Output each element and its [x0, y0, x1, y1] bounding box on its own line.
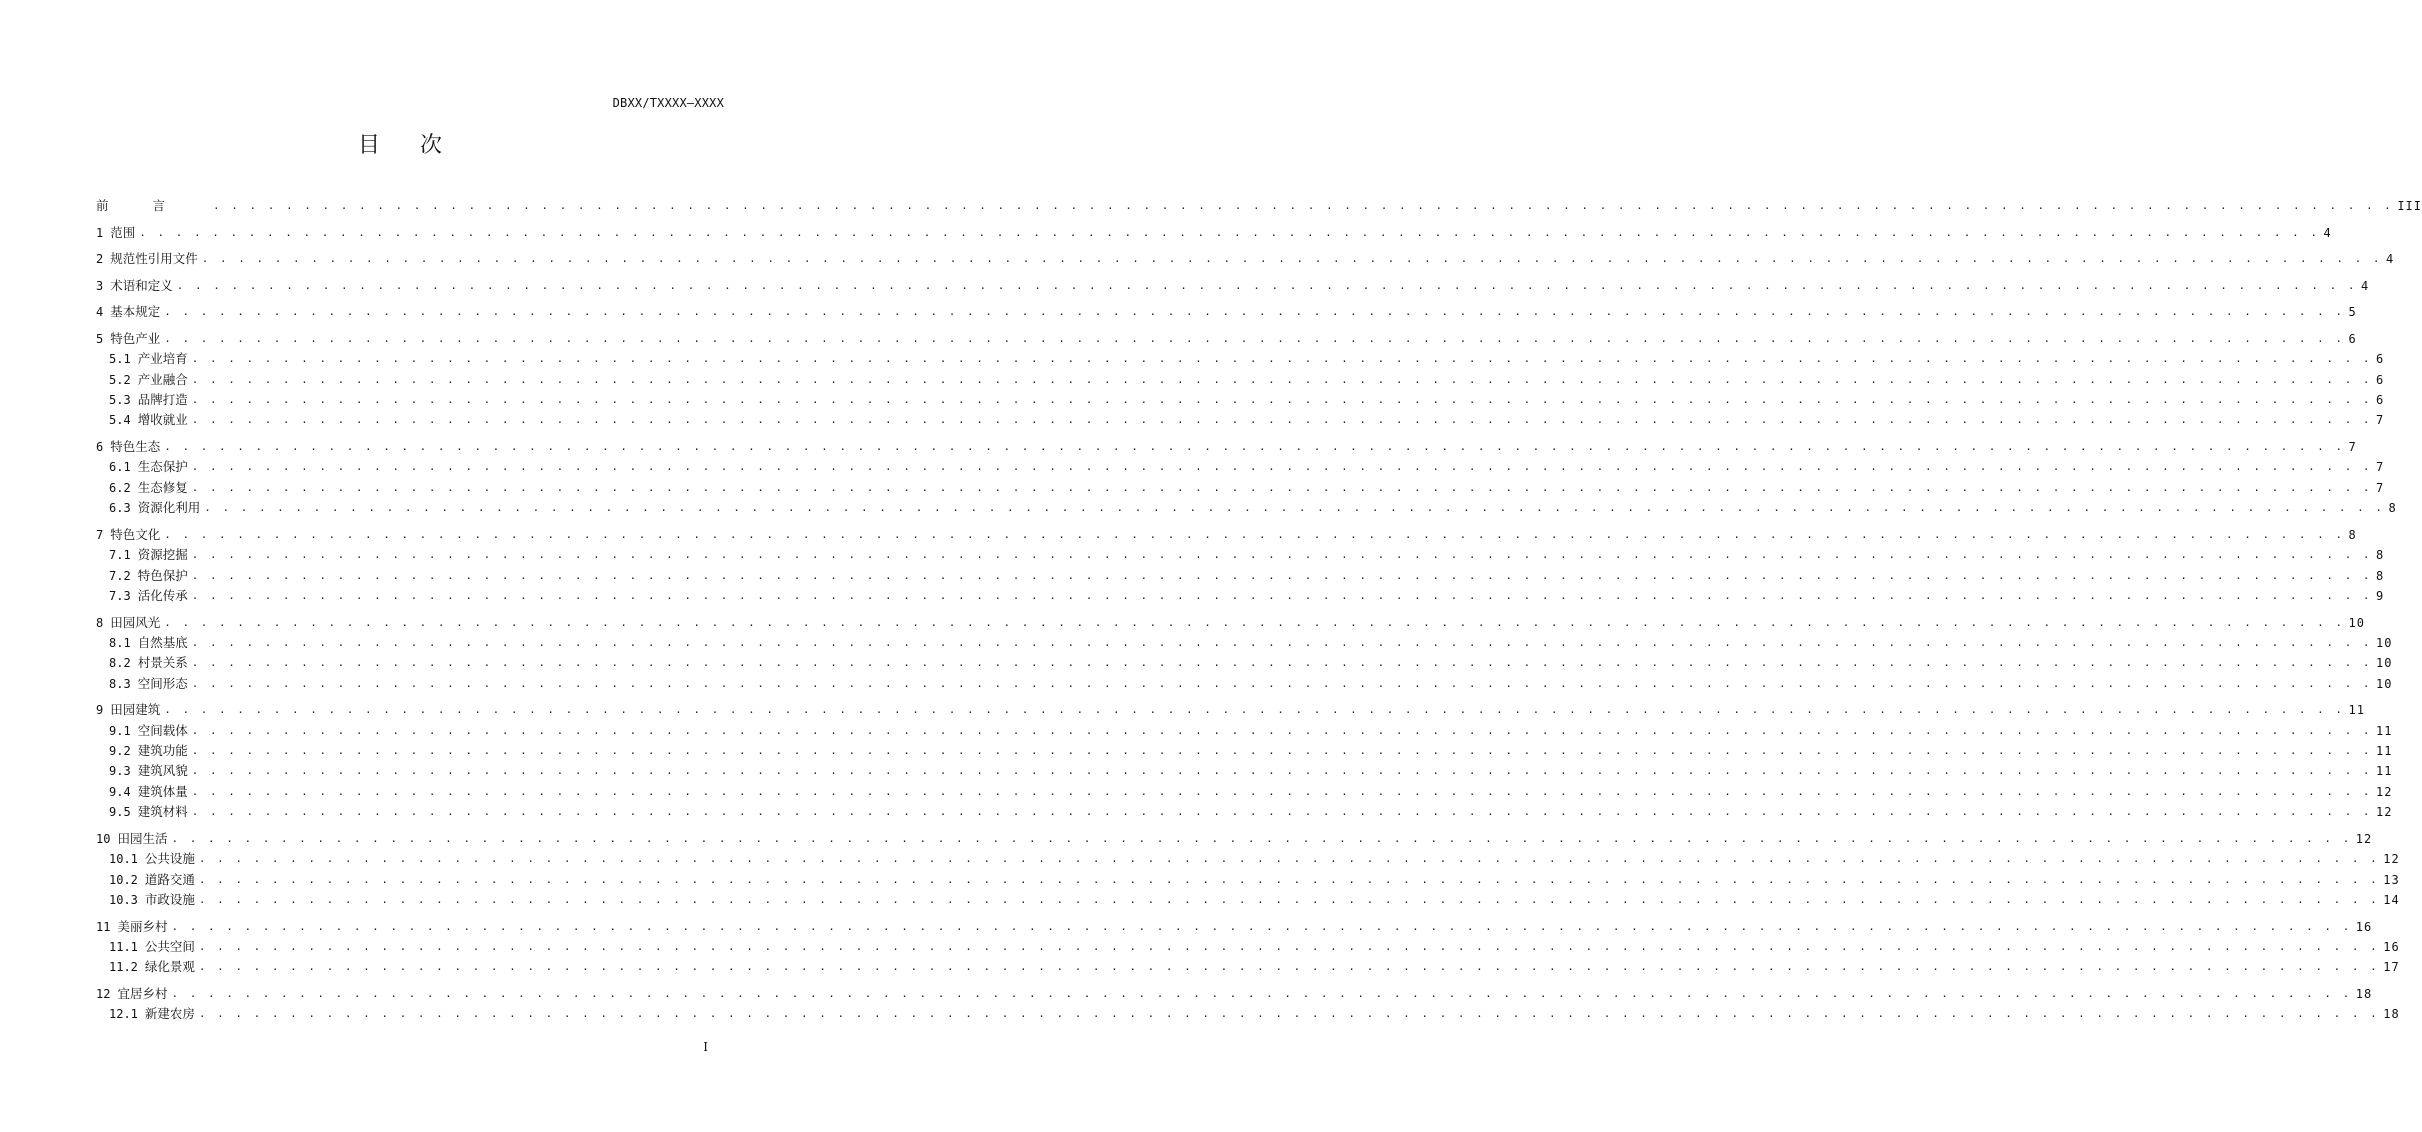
dot-leader: . . . . . . . . . . . . . . . . . . . . . . . . . . . . . . . . . . . . . . . . . . . . . . . . . . . . . . . . . . . . . . . . . . . . . . . . . . . . . . . . . . . . . . . . . . . . . . . . . . . . . . . . . . . . . . . . . . . . . . . .	[191, 635, 2372, 649]
toc-entry-label: 公共设施	[144, 851, 195, 867]
toc-entry-label: 特色文化	[110, 526, 161, 542]
toc-entry-page: 4	[2361, 278, 2370, 293]
dot-leader: . . . . . . . . . . . . . . . . . . . . . . . . . . . . . . . . . . . . . . . . . . . . . . . . . . . . . . . . . . . . . . . . . . . . . . . . . . . . . . . . . . . . . . . . . . . . . . . . . . . . . . . . . . . . . . . . . . . . . . . .	[191, 372, 2372, 386]
toc-entry-label: 建筑材料	[137, 804, 188, 820]
toc-entry-number: 7	[96, 527, 104, 542]
toc-entry-page: 10	[2376, 676, 2393, 691]
dot-leader: . . . . . . . . . . . . . . . . . . . . . . . . . . . . . . . . . . . . . . . . . . . . . . . . . . . . . . . . . . . . . . . . . . . . . . . . . . . . . . . . . . . . . . . . . . . . . . . . . . . . . . . . . . . . . . . . . . . . . . . .	[198, 872, 2380, 886]
toc-entry-page: 18	[2355, 986, 2373, 1001]
toc-entry[interactable]	[96, 525, 2357, 545]
toc-entry-page: 9	[2376, 588, 2385, 603]
toc-entry[interactable]	[96, 741, 2393, 761]
dot-leader: . . . . . . . . . . . . . . . . . . . . . . . . . . . . . . . . . . . . . . . . . . . . . . . . . . . . . . . . . . . . . . . . . . . . . . . . . . . . . . . . . . . . . . . . . . . . . . . . . . . . . . . . . . . . . . . . . . . . . . . .	[191, 568, 2372, 582]
toc-entry-number: 7.2	[109, 568, 131, 583]
toc-entry-page: 12	[2376, 784, 2393, 799]
dot-leader: . . . . . . . . . . . . . . . . . . . . . . . . . . . . . . . . . . . . . . . . . . . . . . . . . . . . . . . . . . . . . . . . . . . . . . . . . . . . . . . . . . . . . . . . . . . . . . . . . . . . . . . . . . . . . . . . . . . . . . . .	[191, 588, 2372, 602]
toc-entry-page: 7	[2348, 440, 2357, 455]
toc-entry-number: 12.1	[109, 1007, 138, 1022]
toc-entry-number: 9.2	[109, 744, 131, 759]
toc-entry-page: 12	[2376, 805, 2393, 820]
toc-entry-number: 10	[96, 831, 111, 846]
toc-entry-label: 建筑体量	[137, 783, 188, 799]
toc-entry-label: 村景关系	[137, 655, 188, 671]
toc-entry[interactable]	[96, 586, 2385, 606]
toc-entry-page: 6	[2376, 372, 2385, 387]
toc-entry-label: 建筑功能	[137, 743, 188, 759]
toc-entry-page: 6	[2376, 352, 2385, 367]
dot-leader: . . . . . . . . . . . . . . . . . . . . . . . . . . . . . . . . . . . . . . . . . . . . . . . . . . . . . . . . . . . . . . . . . . . . . . . . . . . . . . . . . . . . . . . . . . . . . . . . . . . . . . . . . . . . . . . . . . . . . . . .	[198, 960, 2380, 974]
toc-entry[interactable]	[96, 566, 2385, 586]
dot-leader: . . . . . . . . . . . . . . . . . . . . . . . . . . . . . . . . . . . . . . . . . . . . . . . . . . . . . . . . . . . . . . . . . . . . . . . . . . . . . . . . . . . . . . . . . . . . . . . . . . . . . . . . . . . . . . . . . . . . . . . .	[191, 676, 2372, 690]
toc-entry-number: 12	[96, 986, 111, 1001]
toc-entry-page: 8	[2388, 501, 2397, 516]
toc-entry-number: 9	[96, 703, 104, 718]
toc-entry-number: 10.2	[109, 872, 138, 887]
toc-entry[interactable]	[96, 1004, 2400, 1024]
toc-entry-number: 4	[96, 305, 104, 320]
dot-leader: . . . . . . . . . . . . . . . . . . . . . . . . . . . . . . . . . . . . . . . . . . . . . . . . . . . . . . . . . . . . . . . . . . . . . . . . . . . . . . . . . . . . . . . . . . . . . . . . . . . . . . . . . . . . . . . . . . . . . . . .	[164, 331, 2345, 345]
toc-entry-page: 6	[2348, 331, 2357, 346]
dot-leader: . . . . . . . . . . . . . . . . . . . . . . . . . . . . . . . . . . . . . . . . . . . . . . . . . . . . . . . . . . . . . . . . . . . . . . . . . . . . . . . . . . . . . . . . . . . . . . . . . . . . . . . . . . . . . . . . . . . . . . . .	[191, 352, 2372, 366]
toc-entry-page: 17	[2383, 960, 2400, 975]
page-number: I	[703, 1040, 708, 1054]
toc-entry-label: 绿化景观	[144, 959, 195, 975]
toc-entry-number: 9.5	[109, 805, 131, 820]
dot-leader: . . . . . . . . . . . . . . . . . . . . . . . . . . . . . . . . . . . . . . . . . . . . . . . . . . . . . . . . . . . . . . . . . . . . . . . . . . . . . . . . . . . . . . . . . . . . . . . . . . . . . . . . . . . . . . . . . . . . . . . .	[191, 805, 2372, 819]
toc-entry-number: 11	[96, 919, 111, 934]
toc-entry[interactable]	[96, 370, 2385, 390]
toc-entry-label: 自然基底	[137, 634, 188, 650]
dot-leader: . . . . . . . . . . . . . . . . . . . . . . . . . . . . . . . . . . . . . . . . . . . . . . . . . . . . . . . . . . . . . . . . . . . . . . . . . . . . . . . . . . . . . . . . . . . . . . . . . . . . . . . . . . . . . . . . . . . . . . . .	[198, 852, 2380, 866]
toc-entry[interactable]	[96, 390, 2385, 410]
toc-entry-page: 4	[2323, 225, 2332, 240]
toc-entry-label: 宜居乡村	[117, 985, 168, 1001]
toc-entry-page: 14	[2383, 892, 2400, 907]
toc-entry-label: 规范性引用文件	[110, 251, 198, 267]
dot-leader: . . . . . . . . . . . . . . . . . . . . . . . . . . . . . . . . . . . . . . . . . . . . . . . . . . . . . . . . . . . . . . . . . . . . . . . . . . . . . . . . . . . . . . . . . . . . . . . . . . . . . . . . . . . . . . . . . . . . . . . .	[164, 703, 2345, 717]
toc-entry-number: 7.1	[109, 548, 131, 563]
toc-entry-page: 8	[2376, 568, 2385, 583]
toc-entry[interactable]	[96, 613, 2365, 633]
toc-entry-number: 6	[96, 440, 104, 455]
toc-entry-page: 16	[2383, 939, 2400, 954]
toc-entry-page: 12	[2383, 852, 2400, 867]
toc-entry-label: 活化传承	[137, 587, 188, 603]
toc-entry[interactable]	[96, 917, 2373, 937]
toc-entry-label: 特色保护	[137, 567, 188, 583]
toc-entry[interactable]	[96, 890, 2400, 910]
dot-leader: . . . . . . . . . . . . . . . . . . . . . . . . . . . . . . . . . . . . . . . . . . . . . . . . . . . . . . . . . . . . . . . . . . . . . . . . . . . . . . . . . . . . . . . . . . . . . . . . . . . . . . . . . . . . . . . . . . . . . . . .	[176, 278, 2358, 292]
dot-leader: . . . . . . . . . . . . . . . . . . . . . . . . . . . . . . . . . . . . . . . . . . . . . . . . . . . . . . . . . . . . . . . . . . . . . . . . . . . . . . . . . . . . . . . . . . . . . . . . . . . . . . . . . . . . . . . . . . . . . . . .	[171, 831, 2352, 845]
toc-entry-page: 5	[2348, 305, 2357, 320]
dot-leader: . . . . . . . . . . . . . . . . . . . . . . . . . . . . . . . . . . . . . . . . . . . . . . . . . . . . . . . . . . . . . . . . . . . . . . . . . . . . . . . . . . . . . . . . . . . . . . . . . . . . . . . . . . . . . . . . . . . . . . . .	[191, 393, 2372, 407]
toc-entry-number: 5.1	[109, 352, 131, 367]
toc-entry-number: 2	[96, 252, 104, 267]
toc-entry-number: 5	[96, 331, 104, 346]
toc-entry-page: 16	[2355, 919, 2373, 934]
toc-entry-page: 10	[2348, 615, 2365, 630]
toc-entry-page: 11	[2348, 703, 2365, 718]
toc-entry-number: 5.2	[109, 372, 131, 387]
toc-entry-page: 7	[2376, 460, 2385, 475]
dot-leader: . . . . . . . . . . . . . . . . . . . . . . . . . . . . . . . . . . . . . . . . . . . . . . . . . . . . . . . . . . . . . . . . . . . . . . . . . . . . . . . . . . . . . . . . . . . . . . . . . . . . . . . . . . . . . . . . . . . . . . . .	[191, 744, 2372, 758]
toc-entry-page: 7	[2376, 413, 2385, 428]
toc-entry-page: 10	[2376, 635, 2393, 650]
toc-entry-number: 8.2	[109, 656, 131, 671]
toc-entry-number: 11.1	[109, 939, 138, 954]
toc-entry[interactable]	[96, 721, 2393, 741]
toc-entry-number: 8.1	[109, 635, 131, 650]
toc-entry-number: 9.3	[109, 764, 131, 779]
toc-entry[interactable]	[96, 478, 2385, 498]
toc-entry-number: 3	[96, 278, 104, 293]
dot-leader: . . . . . . . . . . . . . . . . . . . . . . . . . . . . . . . . . . . . . . . . . . . . . . . . . . . . . . . . . . . . . . . . . . . . . . . . . . . . . . . . . . . . . . . . . . . . . . . . . . . . . . . . . . . . . . . . . . . . . . . .	[191, 460, 2372, 474]
dot-leader: . . . . . . . . . . . . . . . . . . . . . . . . . . . . . . . . . . . . . . . . . . . . . . . . . . . . . . . . . . . . . . . . . . . . . . . . . . . . . . . . . . . . . . . . . . . . . . . . . . . . . . . . . . . . . . . . . . . . . . . .	[191, 764, 2372, 778]
toc-entry-label: 前言	[96, 198, 210, 213]
dot-leader: . . . . . . . . . . . . . . . . . . . . . . . . . . . . . . . . . . . . . . . . . . . . . . . . . . . . . . . . . . . . . . . . . . . . . . . . . . . . . . . . . . . . . . . . . . . . . . . . . . . . . . . . . . . . . . . . . . . . . . . .	[191, 480, 2372, 494]
toc-entry-label: 特色产业	[110, 330, 161, 346]
toc-entry-page: 6	[2376, 393, 2385, 408]
toc-entry-label: 市政设施	[144, 891, 195, 907]
toc-entry-number: 9.4	[109, 784, 131, 799]
toc-entry-label: 建筑风貌	[137, 763, 188, 779]
toc-entry[interactable]	[96, 223, 2332, 243]
dot-leader: . . . . . . . . . . . . . . . . . . . . . . . . . . . . . . . . . . . . . . . . . . . . . . . . . . . . . . . . . . . . . . . . . . . . . . . . . . . . . . . . . . . . . . . . . . . . . . . . . . . . . . . . . . . . . . . . . . . . . . . .	[191, 548, 2372, 562]
toc-entry[interactable]	[96, 802, 2393, 822]
dot-leader: . . . . . . . . . . . . . . . . . . . . . . . . . . . . . . . . . . . . . . . . . . . . . . . . . . . . . . . . . . . . . . . . . . . . . . . . . . . . . . . . . . . . . . . . . . . . . . . . . . . . . . . . . . . . . . . . . . . . . . . .	[213, 199, 2394, 212]
toc-entry-label: 术语和定义	[110, 277, 173, 293]
toc-entry-page: 4	[2386, 252, 2395, 267]
toc-entry[interactable]	[96, 700, 2365, 720]
toc-entry[interactable]	[96, 957, 2400, 977]
dot-leader: . . . . . . . . . . . . . . . . . . . . . . . . . . . . . . . . . . . . . . . . . . . . . . . . . . . . . . . . . . . . . . . . . . . . . . . . . . . . . . . . . . . . . . . . . . . . . . . . . . . . . . . . . . . . . . . . . . . . . . . .	[139, 225, 2320, 239]
toc-entry[interactable]	[96, 329, 2357, 349]
toc-entry[interactable]	[96, 937, 2400, 957]
toc-entry[interactable]	[96, 457, 2385, 477]
toc-entry-label: 公共空间	[144, 938, 195, 954]
toc-entry-label: 范围	[110, 224, 136, 240]
toc-entry-page: 12	[2355, 831, 2373, 846]
toc-entry-number: 10.1	[109, 852, 138, 867]
toc-entry-page: 13	[2383, 872, 2400, 887]
toc-entry-number: 6.3	[109, 501, 131, 516]
toc-entry-number: 8	[96, 615, 104, 630]
toc-entry-label: 空间形态	[137, 675, 188, 691]
toc-entry[interactable]	[96, 782, 2393, 802]
dot-leader: . . . . . . . . . . . . . . . . . . . . . . . . . . . . . . . . . . . . . . . . . . . . . . . . . . . . . . . . . . . . . . . . . . . . . . . . . . . . . . . . . . . . . . . . . . . . . . . . . . . . . . . . . . . . . . . . . . . . . . . .	[201, 252, 2383, 266]
dot-leader: . . . . . . . . . . . . . . . . . . . . . . . . . . . . . . . . . . . . . . . . . . . . . . . . . . . . . . . . . . . . . . . . . . . . . . . . . . . . . . . . . . . . . . . . . . . . . . . . . . . . . . . . . . . . . . . . . . . . . . . .	[191, 723, 2372, 737]
toc-entry-page: 11	[2376, 764, 2393, 779]
toc-entry[interactable]	[96, 761, 2393, 781]
toc-entry-page: 18	[2383, 1007, 2400, 1022]
toc-entry[interactable]	[96, 498, 2397, 518]
dot-leader: . . . . . . . . . . . . . . . . . . . . . . . . . . . . . . . . . . . . . . . . . . . . . . . . . . . . . . . . . . . . . . . . . . . . . . . . . . . . . . . . . . . . . . . . . . . . . . . . . . . . . . . . . . . . . . . . . . . . . . . .	[171, 986, 2352, 1000]
toc-entry[interactable]	[96, 653, 2393, 673]
toc-entry[interactable]	[96, 674, 2393, 694]
toc-entry-number: 5.3	[109, 393, 131, 408]
dot-leader: . . . . . . . . . . . . . . . . . . . . . . . . . . . . . . . . . . . . . . . . . . . . . . . . . . . . . . . . . . . . . . . . . . . . . . . . . . . . . . . . . . . . . . . . . . . . . . . . . . . . . . . . . . . . . . . . . . . . . . . .	[198, 892, 2380, 906]
toc-entry-label: 空间载体	[137, 722, 188, 738]
page-title: 目次	[357, 133, 482, 158]
toc-entry-page: 7	[2376, 480, 2385, 495]
toc-entry[interactable]	[96, 276, 2370, 296]
dot-leader: . . . . . . . . . . . . . . . . . . . . . . . . . . . . . . . . . . . . . . . . . . . . . . . . . . . . . . . . . . . . . . . . . . . . . . . . . . . . . . . . . . . . . . . . . . . . . . . . . . . . . . . . . . . . . . . . . . . . . . . .	[164, 615, 2345, 629]
toc-entry-number: 6.1	[109, 460, 131, 475]
toc-entry-label: 增收就业	[137, 412, 188, 428]
toc-entry-label: 基本规定	[110, 304, 161, 320]
toc-entry-label: 田园生活	[117, 830, 168, 846]
toc-entry-number: 7.3	[109, 588, 131, 603]
dot-leader: . . . . . . . . . . . . . . . . . . . . . . . . . . . . . . . . . . . . . . . . . . . . . . . . . . . . . . . . . . . . . . . . . . . . . . . . . . . . . . . . . . . . . . . . . . . . . . . . . . . . . . . . . . . . . . . . . . . . . . . .	[191, 656, 2372, 670]
toc-entry-label: 生态修复	[137, 479, 188, 495]
toc-entry[interactable]	[96, 849, 2400, 869]
toc-entry-page: 11	[2376, 723, 2393, 738]
dot-leader: . . . . . . . . . . . . . . . . . . . . . . . . . . . . . . . . . . . . . . . . . . . . . . . . . . . . . . . . . . . . . . . . . . . . . . . . . . . . . . . . . . . . . . . . . . . . . . . . . . . . . . . . . . . . . . . . . . . . . . . .	[171, 919, 2352, 933]
toc-entry-page: III	[2397, 199, 2422, 213]
toc-entry-label: 资源挖掘	[137, 547, 188, 563]
toc-entry-page: 11	[2376, 744, 2393, 759]
toc-entry-label: 品牌打造	[137, 392, 188, 408]
toc-entry[interactable]	[96, 196, 2422, 216]
dot-leader: . . . . . . . . . . . . . . . . . . . . . . . . . . . . . . . . . . . . . . . . . . . . . . . . . . . . . . . . . . . . . . . . . . . . . . . . . . . . . . . . . . . . . . . . . . . . . . . . . . . . . . . . . . . . . . . . . . . . . . . .	[198, 1007, 2380, 1021]
toc-entry[interactable]	[96, 349, 2385, 369]
toc-entry-number: 11.2	[109, 960, 138, 975]
toc-entry[interactable]	[96, 437, 2357, 457]
dot-leader: . . . . . . . . . . . . . . . . . . . . . . . . . . . . . . . . . . . . . . . . . . . . . . . . . . . . . . . . . . . . . . . . . . . . . . . . . . . . . . . . . . . . . . . . . . . . . . . . . . . . . . . . . . . . . . . . . . . . . . . .	[204, 501, 2385, 515]
toc-entry-label: 道路交通	[144, 871, 195, 887]
toc-entry-label: 田园风光	[110, 614, 161, 630]
toc-entry[interactable]	[96, 410, 2385, 430]
toc-entry[interactable]	[96, 545, 2385, 565]
dot-leader: . . . . . . . . . . . . . . . . . . . . . . . . . . . . . . . . . . . . . . . . . . . . . . . . . . . . . . . . . . . . . . . . . . . . . . . . . . . . . . . . . . . . . . . . . . . . . . . . . . . . . . . . . . . . . . . . . . . . . . . .	[191, 413, 2372, 427]
toc-entry-number: 1	[96, 225, 104, 240]
toc-entry[interactable]	[96, 984, 2373, 1004]
toc-entry-label: 美丽乡村	[117, 918, 168, 934]
dot-leader: . . . . . . . . . . . . . . . . . . . . . . . . . . . . . . . . . . . . . . . . . . . . . . . . . . . . . . . . . . . . . . . . . . . . . . . . . . . . . . . . . . . . . . . . . . . . . . . . . . . . . . . . . . . . . . . . . . . . . . . .	[191, 784, 2372, 798]
toc-entry-label: 田园建筑	[110, 702, 161, 718]
toc-entry[interactable]	[96, 249, 2395, 269]
dot-leader: . . . . . . . . . . . . . . . . . . . . . . . . . . . . . . . . . . . . . . . . . . . . . . . . . . . . . . . . . . . . . . . . . . . . . . . . . . . . . . . . . . . . . . . . . . . . . . . . . . . . . . . . . . . . . . . . . . . . . . . .	[164, 440, 2345, 454]
toc-entry-label: 资源化利用	[137, 500, 201, 516]
toc-entry-number: 5.4	[109, 413, 131, 428]
toc-entry[interactable]	[96, 302, 2357, 322]
toc-entry-number: 8.3	[109, 676, 131, 691]
toc-entry-page: 8	[2376, 548, 2385, 563]
toc-entry[interactable]	[96, 633, 2393, 653]
dot-leader: . . . . . . . . . . . . . . . . . . . . . . . . . . . . . . . . . . . . . . . . . . . . . . . . . . . . . . . . . . . . . . . . . . . . . . . . . . . . . . . . . . . . . . . . . . . . . . . . . . . . . . . . . . . . . . . . . . . . . . . .	[164, 527, 2345, 541]
toc-entry-number: 6.2	[109, 480, 131, 495]
dot-leader: . . . . . . . . . . . . . . . . . . . . . . . . . . . . . . . . . . . . . . . . . . . . . . . . . . . . . . . . . . . . . . . . . . . . . . . . . . . . . . . . . . . . . . . . . . . . . . . . . . . . . . . . . . . . . . . . . . . . . . . .	[198, 939, 2380, 953]
toc-entry-number: 10.3	[109, 892, 138, 907]
toc-entry[interactable]	[96, 870, 2400, 890]
toc-entry-label: 产业融合	[137, 371, 188, 387]
toc-entry-page: 8	[2348, 527, 2357, 542]
toc-entry-label: 特色生态	[110, 439, 161, 455]
toc-entry[interactable]	[96, 829, 2373, 849]
toc-entry-label: 生态保护	[137, 459, 188, 475]
toc-entry-page: 10	[2376, 656, 2393, 671]
table-of-contents	[96, 196, 2422, 1025]
toc-entry-label: 新建农房	[144, 1006, 195, 1022]
toc-entry-number: 9.1	[109, 723, 131, 738]
document-code: DBXX/TXXXX—XXXX	[612, 96, 724, 110]
dot-leader: . . . . . . . . . . . . . . . . . . . . . . . . . . . . . . . . . . . . . . . . . . . . . . . . . . . . . . . . . . . . . . . . . . . . . . . . . . . . . . . . . . . . . . . . . . . . . . . . . . . . . . . . . . . . . . . . . . . . . . . .	[164, 305, 2345, 319]
toc-entry-label: 产业培育	[137, 351, 188, 367]
